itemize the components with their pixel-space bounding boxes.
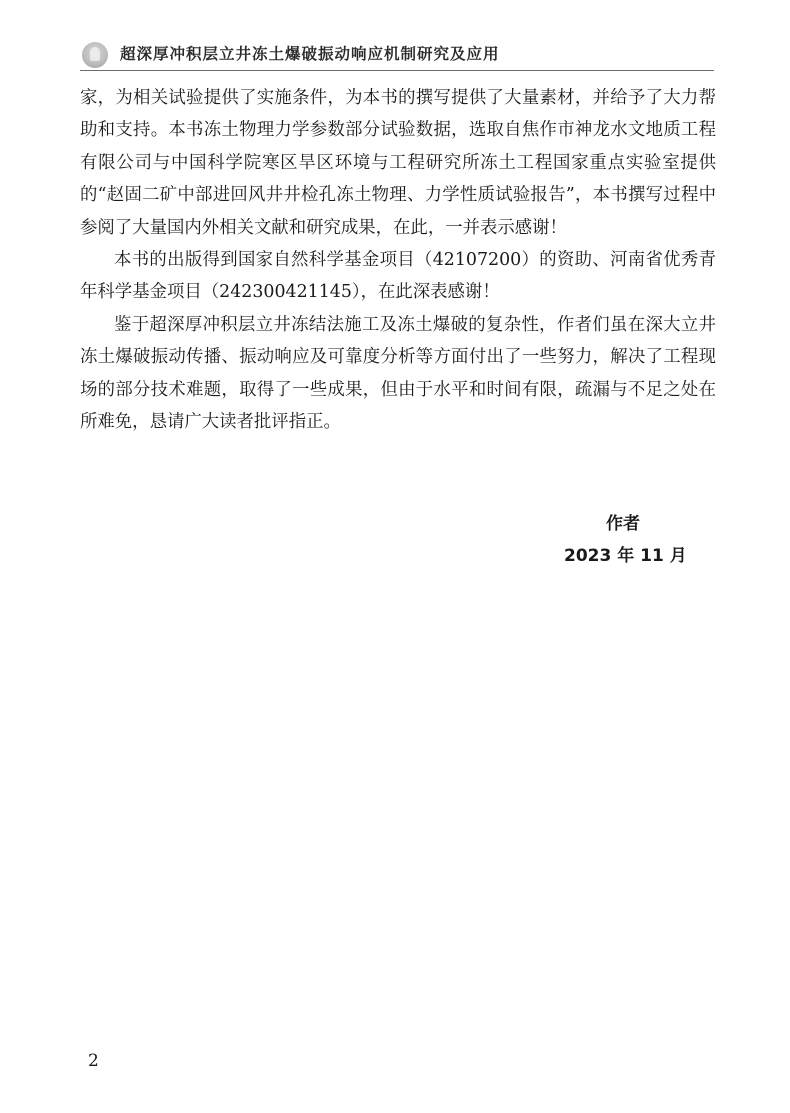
- running-header: [80, 36, 714, 71]
- paragraph-closing: 鉴于超深厚冲积层立井冻结法施工及冻土爆破的复杂性，作者们虽在深大立井冻土爆破振动传播、振动响应及可靠度分析等方面付出了一些努力，解决了工程现场的部分技术难题，取得了一些成果，但由于水平和时间有限，疏漏与不足之处在所难免，恳请广大读者批评指正。: [80, 314, 716, 433]
- header-title: 超深厚冲积层立井冻土爆破振动响应机制研究及应用: [120, 45, 500, 63]
- signature-block: [540, 508, 720, 572]
- signature-author: 作者: [606, 514, 640, 534]
- body-text: [80, 82, 716, 438]
- paragraph-continuation: 家，为相关试验提供了实施条件，为本书的撰写提供了大量素材，并给予了大力帮助和支持。本书冻土物理力学参数部分试验数据，选取自焦作市神龙水文地质工程有限公司与中国科学院寒区旱区环境与工程研究所冻土工程国家重点实验室提供的“赵固二矿中部进回风井井检孔冻土物理、力学性质试验报告”，本书撰写过程中参阅了大量国内外相关文献和研究成果，在此，一并表示感谢！: [80, 88, 716, 238]
- signature-date: 2023 年 11 月: [564, 546, 687, 566]
- book-emblem-icon: [82, 42, 108, 68]
- page-number: 2: [88, 1051, 99, 1071]
- paragraph-funding: 本书的出版得到国家自然科学基金项目（42107200）的资助、河南省优秀青年科学基金项目（242300421145），在此深表感谢！: [80, 250, 716, 303]
